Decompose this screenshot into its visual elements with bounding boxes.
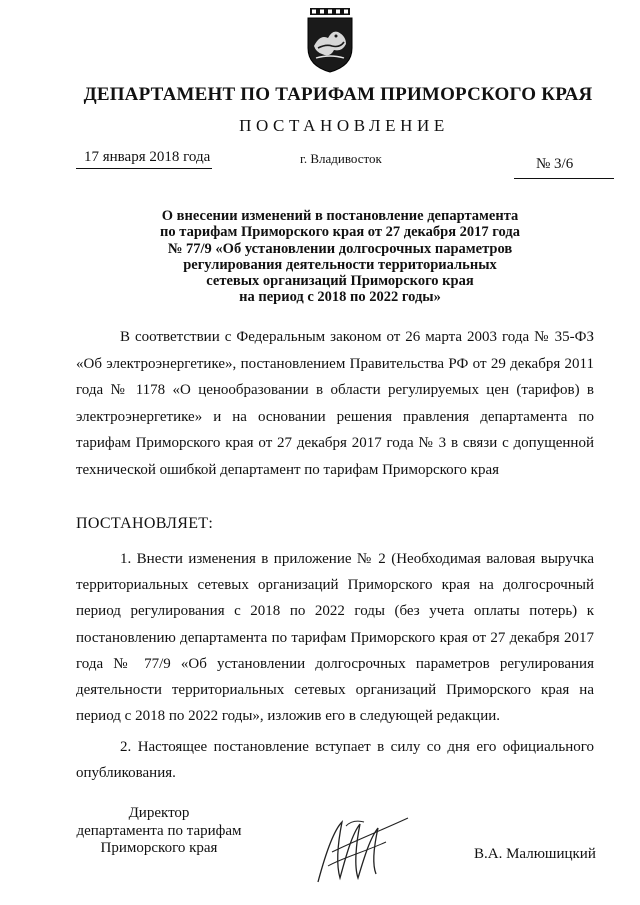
preamble-paragraph: В соответствии с Федеральным законом от 26 марта 2003 года № 35-ФЗ «Об электроэнергетике», постановлением Правительства РФ от 29 декабря 2011 года № 1178 «О ценообразовании в области регулируемых цен (тарифов) в электроэнергетике» и на основании решения правления департамента по тарифам Приморского края от 27 декабря 2017 года № 3 в связи с допущенной технической ошибкой департамент по тарифам Приморского края [76, 329, 594, 478]
title-line: на период с 2018 по 2022 годы» [239, 289, 441, 306]
item-1-paragraph: 1. Внести изменения в приложение № 2 (Необходимая валовая выручка территориальных сетевых организаций Приморского края на долгосрочный период регулирования с 2018 по 2022 годы (без учета оплаты потерь) к постановлению департамента по тарифам Приморского края от 27 декабря 2017 года № 77/9 «Об установлении долгосрочных параметров регулирования деятельности территориальных сетевых организаций Приморского края на период с 2018 по 2022 годы», изложив его в следующей редакции. [76, 551, 594, 725]
signer-position-line: Приморского края [100, 840, 218, 856]
document-date: 17 января 2018 года [84, 149, 211, 165]
signer-position [64, 805, 254, 858]
number-underline [514, 178, 614, 179]
date-underline [76, 168, 212, 169]
title-line: сетевых организаций Приморского края [206, 273, 474, 290]
document-number: № 3/6 [536, 156, 574, 172]
title-line: регулирования деятельности территориальных [183, 256, 497, 273]
title-line: № 77/9 «Об установлении долгосрочных параметров [167, 240, 513, 257]
title-line: О внесении изменений в постановление департамента [161, 208, 519, 224]
handwritten-signature [312, 812, 416, 886]
item-2-paragraph: 2. Настоящее постановление вступает в силу со дня его официального опубликования. [76, 739, 594, 781]
document-type: ПОСТАНОВЛЕНИЕ [239, 116, 449, 135]
signer-position-line: Директор [128, 805, 190, 821]
title-line: по тарифам Приморского края от 27 декабря 2017 года [160, 224, 520, 241]
coat-of-arms-icon [302, 8, 358, 74]
signer-position-line: департамента по тарифам [76, 822, 242, 839]
document-city: г. Владивосток [300, 151, 382, 166]
signer-name: В.А. Малюшицкий [474, 846, 596, 862]
resolves-heading: ПОСТАНОВЛЯЕТ: [76, 515, 214, 532]
department-title: ДЕПАРТАМЕНТ ПО ТАРИФАМ ПРИМОРСКОГО КРАЯ [83, 84, 593, 105]
resolution-title [110, 208, 570, 306]
